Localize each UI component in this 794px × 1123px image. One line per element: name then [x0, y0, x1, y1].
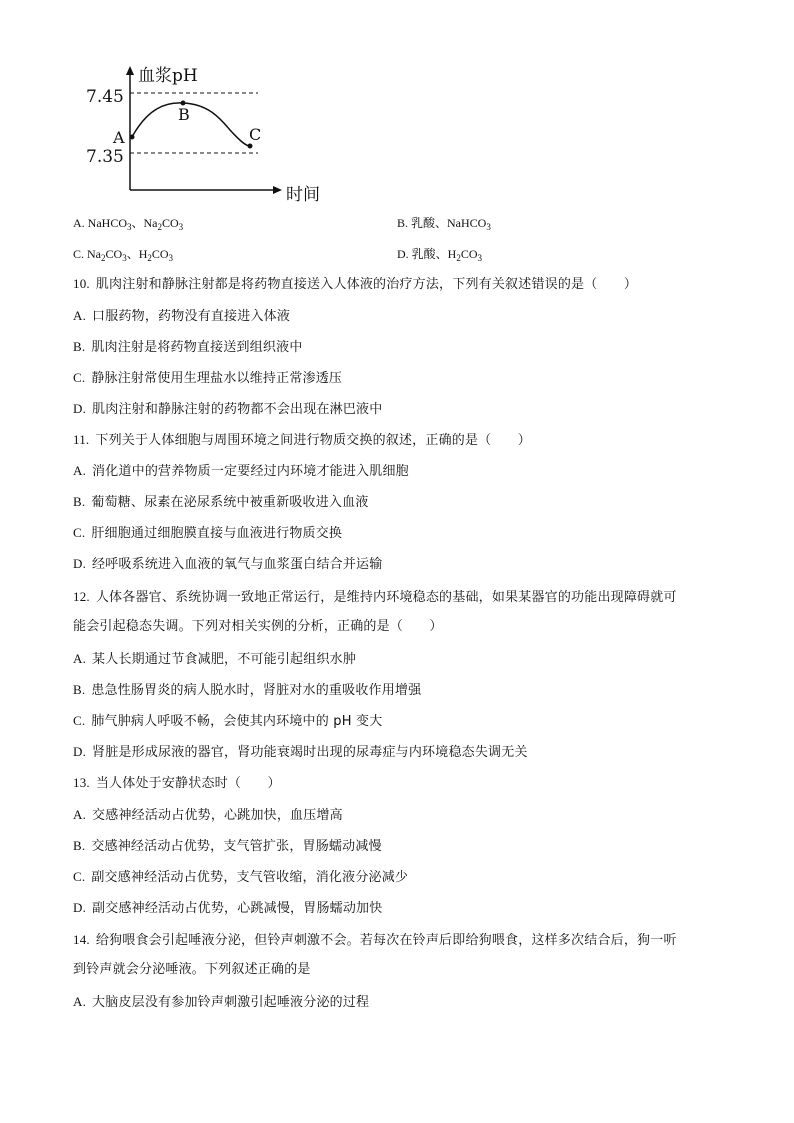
y-axis-arrow [126, 66, 134, 75]
q12-option-b[interactable]: B. 患急性肠胃炎的病人脱水时，肾脏对水的重吸收作用增强 [73, 682, 422, 698]
q11-stem: 11. 下列关于人体细胞与周围环境之间进行物质交换的叙述，正确的是（ ） [73, 432, 531, 448]
q11-option-d[interactable]: D. 经呼吸系统进入血液的氧气与血浆蛋白结合并运输 [73, 556, 383, 572]
x-axis-arrow [273, 186, 282, 194]
ph-curve-svg [80, 58, 340, 208]
point-a-label: A [113, 128, 125, 147]
q9-option-d[interactable]: D. 乳酸、$H_2CO_3$ [397, 247, 483, 263]
q14-stem-line-2: 到铃声就会分泌唾液。下列叙述正确的是 [73, 962, 311, 977]
q10-option-c[interactable]: C. 静脉注射常使用生理盐水以维持正常渗透压 [73, 370, 343, 386]
q10-option-b[interactable]: B. 肌肉注射是将药物直接送到组织液中 [73, 339, 303, 355]
q11-option-c[interactable]: C. 肝细胞通过细胞膜直接与血液进行物质交换 [73, 525, 343, 541]
q10-stem: 10. 肌肉注射和静脉注射都是将药物直接送入人体液的治疗方法，下列有关叙述错误的是（ ） [73, 276, 638, 292]
q13-stem: 13. 当人体处于安静状态时（ ） [73, 775, 281, 791]
q10-option-d[interactable]: D. 肌肉注射和静脉注射的药物都不会出现在淋巴液中 [73, 401, 383, 417]
q12-option-c[interactable]: C. 肺气肿病人呼吸不畅，会使其内环境中的 pH 变大 [73, 713, 383, 729]
x-axis-label: 时间 [286, 185, 320, 205]
point-a-marker [130, 135, 135, 140]
q12-stem-line-2: 能会引起稳态失调。下列对相关实例的分析，正确的是（ ） [73, 619, 443, 634]
q9-option-c[interactable]: C. $Na_2CO_3$、$H_2CO_3$ [73, 247, 174, 263]
point-c-label: C [249, 125, 262, 144]
tick-label-high: 7.45 [86, 87, 124, 107]
point-c-marker [248, 144, 253, 149]
q9-option-b[interactable]: B. 乳酸、NaHCO$_3$ [397, 216, 491, 232]
q14-stem-line-1: 14. 给狗喂食会引起唾液分泌，但铃声刺激不会。若每次在铃声后即给狗喂食，这样多次结合后，狗一听 [73, 932, 677, 948]
q13-option-a[interactable]: A. 交感神经活动占优势，心跳加快，血压增高 [73, 807, 343, 823]
q9-options-row-2 [73, 243, 723, 265]
point-b-label: B [178, 105, 190, 124]
q9-options-row-1 [73, 212, 723, 234]
q10-option-a[interactable]: A. 口服药物，药物没有直接进入体液 [73, 308, 291, 324]
tick-label-low: 7.35 [86, 147, 124, 167]
q12-option-d[interactable]: D. 肾脏是形成尿液的器官，肾功能衰竭时出现的尿毒症与内环境稳态失调无关 [73, 744, 528, 760]
q13-option-b[interactable]: B. 交感神经活动占优势，支气管扩张，胃肠蠕动减慢 [73, 838, 382, 854]
y-axis-label: 血浆pH [138, 66, 198, 86]
ph-curve [132, 103, 250, 146]
q11-option-b[interactable]: B. 葡萄糖、尿素在泌尿系统中被重新吸收进入血液 [73, 494, 369, 510]
q13-option-d[interactable]: D. 副交感神经活动占优势，心跳减慢，胃肠蠕动加快 [73, 900, 383, 916]
q13-option-c[interactable]: C. 副交感神经活动占优势，支气管收缩，消化液分泌减少 [73, 869, 409, 885]
q12-stem-line-1: 12. 人体各器官、系统协调一致地正常运行，是维持内环境稳态的基础，如果某器官的功能出现障碍就可 [73, 589, 677, 605]
q12-option-a[interactable]: A. 某人长期通过节食减肥，不可能引起组织水肿 [73, 651, 357, 667]
q9-option-a[interactable]: A. NaHCO$_3$、$Na_2CO_3$ [73, 216, 184, 232]
ph-curve-figure [80, 58, 340, 208]
q14-option-a[interactable]: A. 大脑皮层没有参加铃声刺激引起唾液分泌的过程 [73, 994, 370, 1010]
q11-option-a[interactable]: A. 消化道中的营养物质一定要经过内环境才能进入肌细胞 [73, 463, 409, 479]
